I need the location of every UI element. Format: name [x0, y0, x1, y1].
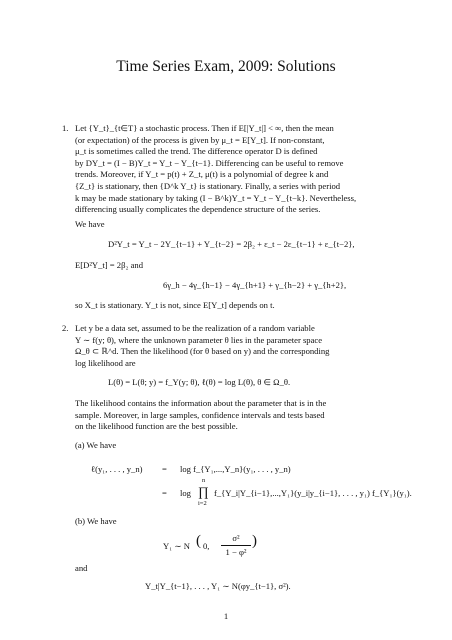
eq-a2-product-symbol: ∏	[198, 484, 209, 499]
subitem-b-label: (b) We have	[75, 516, 117, 526]
item-1-line: differencing usually complicates the dependence structure of the series.	[75, 204, 321, 215]
item-1-line: (or expectation) of the process is given by μ_t = E[Y_t]. If non-constant,	[75, 134, 325, 145]
item-2-line: Let y be a data set, assumed to be the realization of a random variable	[75, 323, 315, 333]
item-1-line: k may be made stationary by taking (I − B^k)Y_t = Y_t − Y_{t−k}. Nevertheless,	[75, 192, 357, 203]
item-1-equation-2: E[D²Y_t] = 2β₂ and	[75, 260, 144, 270]
item-1-equation-3: 6γ_h − 4γ_{h−1} − 4γ_{h+1} + γ_{h−2} + γ_{h+2},	[163, 280, 347, 290]
page-number: 1	[223, 611, 229, 621]
eq-a2-rhs: f_{Y_i|Y_{i−1},...,Y₁}(y_i|y_{i−1}, . . . , y₁) f_{Y₁}(y₁).	[214, 488, 412, 498]
eq-b1-close-paren: )	[252, 533, 257, 549]
item-2-para2-line: The likelihood contains the information about the parameter that is in the	[75, 398, 327, 408]
item-2-number: 2.	[62, 323, 69, 333]
item-1-number: 1.	[62, 123, 69, 133]
item-1-line: by DY_t = (I − B)Y_t = Y_t − Y_{t−1}. Differencing can be useful to remove	[75, 157, 344, 168]
item-2-line: Y ∼ f(y; θ), where the unknown parameter θ lies in the parameter space	[75, 334, 323, 345]
item-1-line: {Z_t} is stationary, then {D^k Y_t} is stationary. Finally, a series with period	[75, 180, 341, 191]
item-1-line: Let {Y_t}_{t∈T} a stochastic process. Then if E[|Y_t|] < ∞, then the mean	[75, 123, 334, 133]
item-2-para2-line: sample. Moreover, in large samples, confidence intervals and tests based	[75, 409, 325, 420]
eq-b1-frac-den: 1 − φ²	[225, 547, 247, 557]
eq-a2-product-upper: n	[202, 477, 206, 484]
eq-b1-frac-num: σ²	[232, 533, 240, 543]
item-1-equation-1: D²Y_t = Y_t − 2Y_{t−1} + Y_{t−2} = 2β₂ + ε_t − 2ε_{t−1} + ε_{t−2},	[108, 239, 355, 249]
eq-b1-frac-bar	[221, 545, 251, 546]
eq-b1-open-paren: (	[196, 533, 201, 549]
eq-a2-product-lower: i=2	[198, 500, 207, 507]
eq-a2-log: log	[180, 488, 191, 498]
eq-b1-left: Y₁ ∼ N	[163, 541, 190, 551]
item-1-paragraph	[75, 123, 397, 230]
eq-a1-rhs: log f_{Y₁,...,Y_n}(y₁, . . . , y_n)	[180, 464, 291, 474]
page-title: Time Series Exam, 2009: Solutions	[116, 58, 336, 75]
item-1-line: μ_t is sometimes called the trend. The difference operator D is defined	[75, 146, 318, 157]
subitem-a-label: (a) We have	[75, 440, 117, 450]
eq-a1-equals: =	[162, 464, 167, 474]
item-2-para2-line: on the likelihood function are the best possible.	[75, 421, 238, 432]
item-2-paragraph	[75, 323, 397, 369]
and-label: and	[75, 563, 88, 573]
eq-b2: Y_t|Y_{t−1}, . . . , Y₁ ∼ N(φy_{t−1}, σ²).	[145, 581, 291, 591]
item-2-line: Ω_θ ⊂ ℝ^d. Then the likelihood (for θ based on y) and the corresponding	[75, 346, 330, 357]
item-2-likelihood-equation: L(θ) = L(θ; y) = f_Y(y; θ), ℓ(θ) = log L(θ), θ ∈ Ω_θ.	[108, 377, 291, 387]
item-1-conclusion: so X_t is stationary. Y_t is not, since E[Y_t] depends on t.	[75, 300, 275, 310]
item-2-paragraph-2	[75, 398, 397, 433]
eq-a1-lhs: ℓ(y₁, . . . , y_n)	[91, 464, 143, 474]
eq-a2-equals: =	[162, 488, 167, 498]
item-1-we-have: We have	[75, 218, 105, 229]
item-2-line: log likelihood are	[75, 357, 136, 368]
eq-b1-args-left: 0,	[203, 541, 210, 551]
item-1-line: trends. Moreover, if Y_t = p(t) + Z_t, μ(t) is a polynomial of degree k and	[75, 169, 329, 180]
